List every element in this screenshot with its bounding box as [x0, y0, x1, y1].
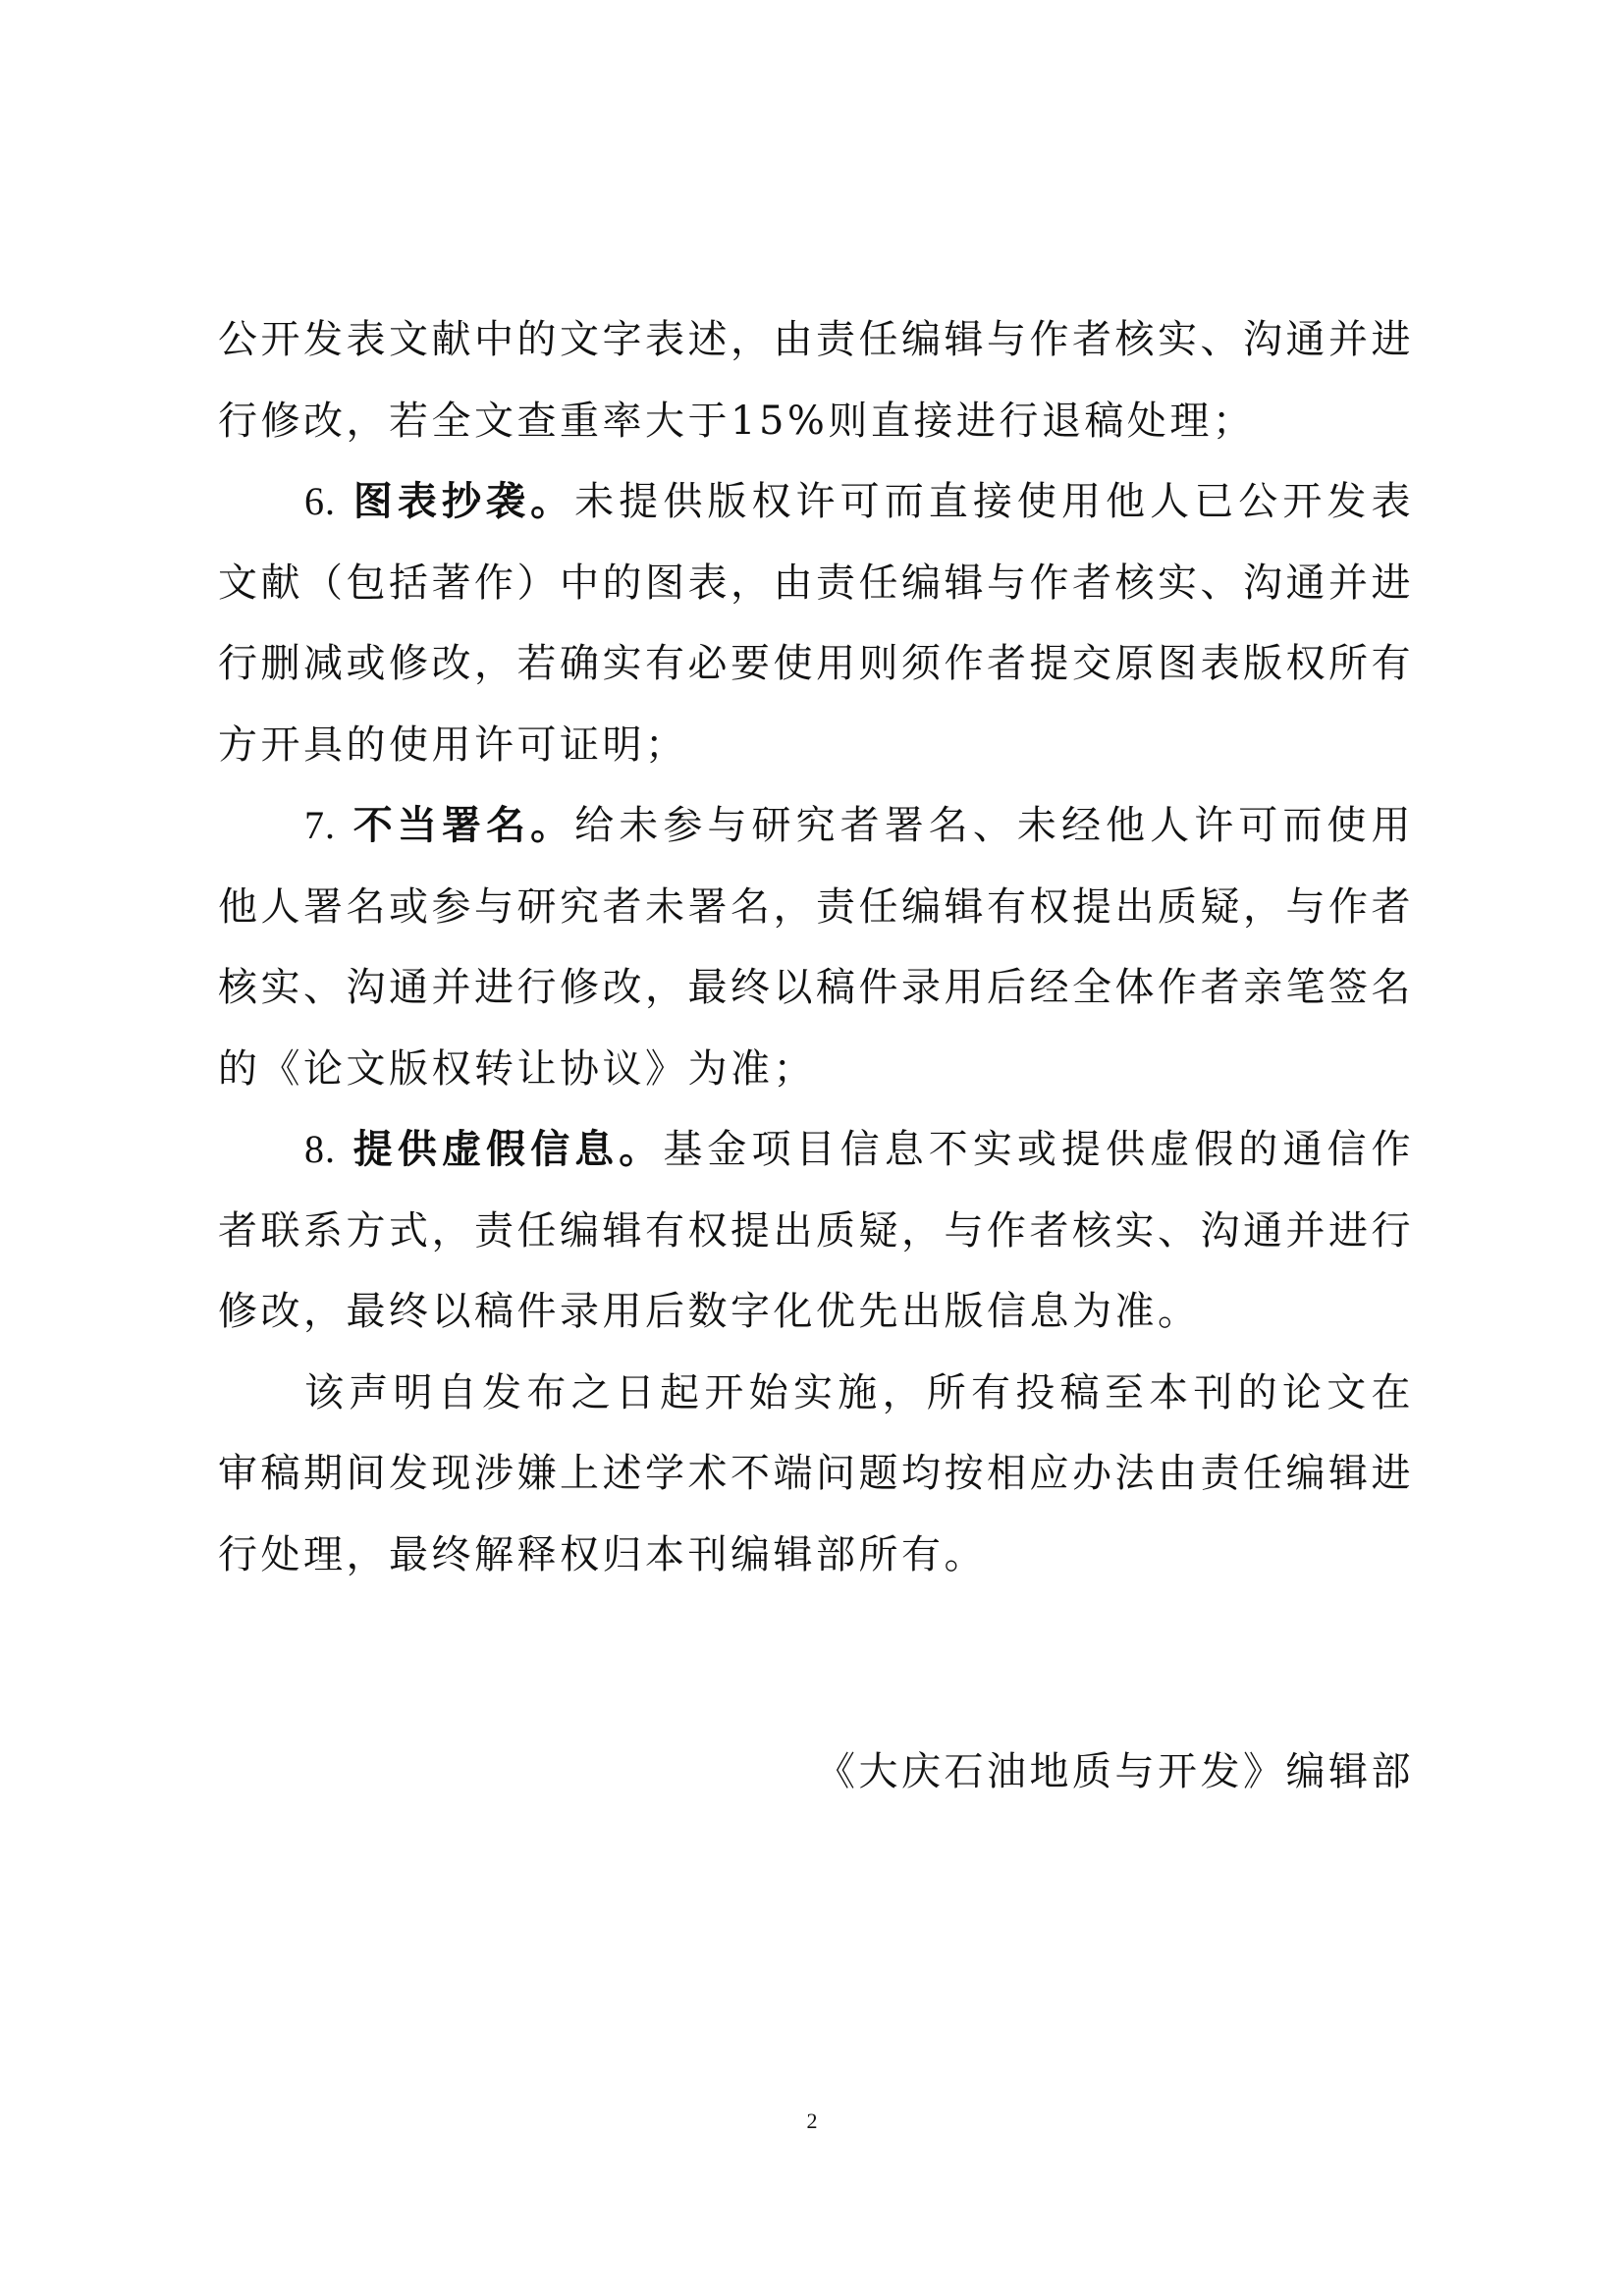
- paragraph-item-7: [218, 785, 1414, 1109]
- paragraph-statement: [218, 1353, 1414, 1596]
- page-number: 2: [806, 2109, 818, 2133]
- paragraph-text: 公开发表文献中的文字表述，由责任编辑与作者核实、沟通并进行修改，若全文查重率大于15%则直接进行退稿处理；: [218, 317, 1414, 444]
- item-title: 图表抄袭。: [352, 478, 575, 524]
- paragraph-text: 该声明自发布之日起开始实施，所有投稿至本刊的论文在审稿期间发现涉嫌上述学术不端问题均按相应办法由责任编辑进行处理，最终解释权归本刊编辑部所有。: [218, 1369, 1414, 1577]
- item-number: 6.: [304, 479, 336, 523]
- paragraph-text: 给未参与研究者署名、未经他人许可而使用他人署名或参与研究者未署名，责任编辑有权提出质疑，与作者核实、沟通并进行修改，最终以稿件录用后经全体作者亲笔签名的《论文版权转让协议》为准；: [218, 803, 1415, 1092]
- item-number: 7.: [304, 803, 336, 847]
- document-body: [218, 299, 1414, 1595]
- paragraph-item-8: [218, 1109, 1414, 1353]
- paragraph-text: 未提供版权许可而直接使用他人已公开发表文献（包括著作）中的图表，由责任编辑与作者核实、沟通并进行删减或修改，若确实有必要使用则须作者提交原图表版权所有方开具的使用许可证明；: [218, 479, 1415, 768]
- paragraph-plagiarism-continuation: [218, 299, 1414, 461]
- editorial-signature: 《大庆石油地质与开发》编辑部: [816, 1749, 1414, 1794]
- item-number: 8.: [304, 1127, 336, 1171]
- paragraph-item-6: [218, 461, 1414, 785]
- item-title: 不当署名。: [352, 802, 575, 848]
- paragraph-text: 基金项目信息不实或提供虚假的通信作者联系方式，责任编辑有权提出质疑，与作者核实、沟通并进行修改，最终以稿件录用后数字化优先出版信息为准。: [218, 1127, 1415, 1334]
- item-title: 提供虚假信息。: [352, 1126, 664, 1172]
